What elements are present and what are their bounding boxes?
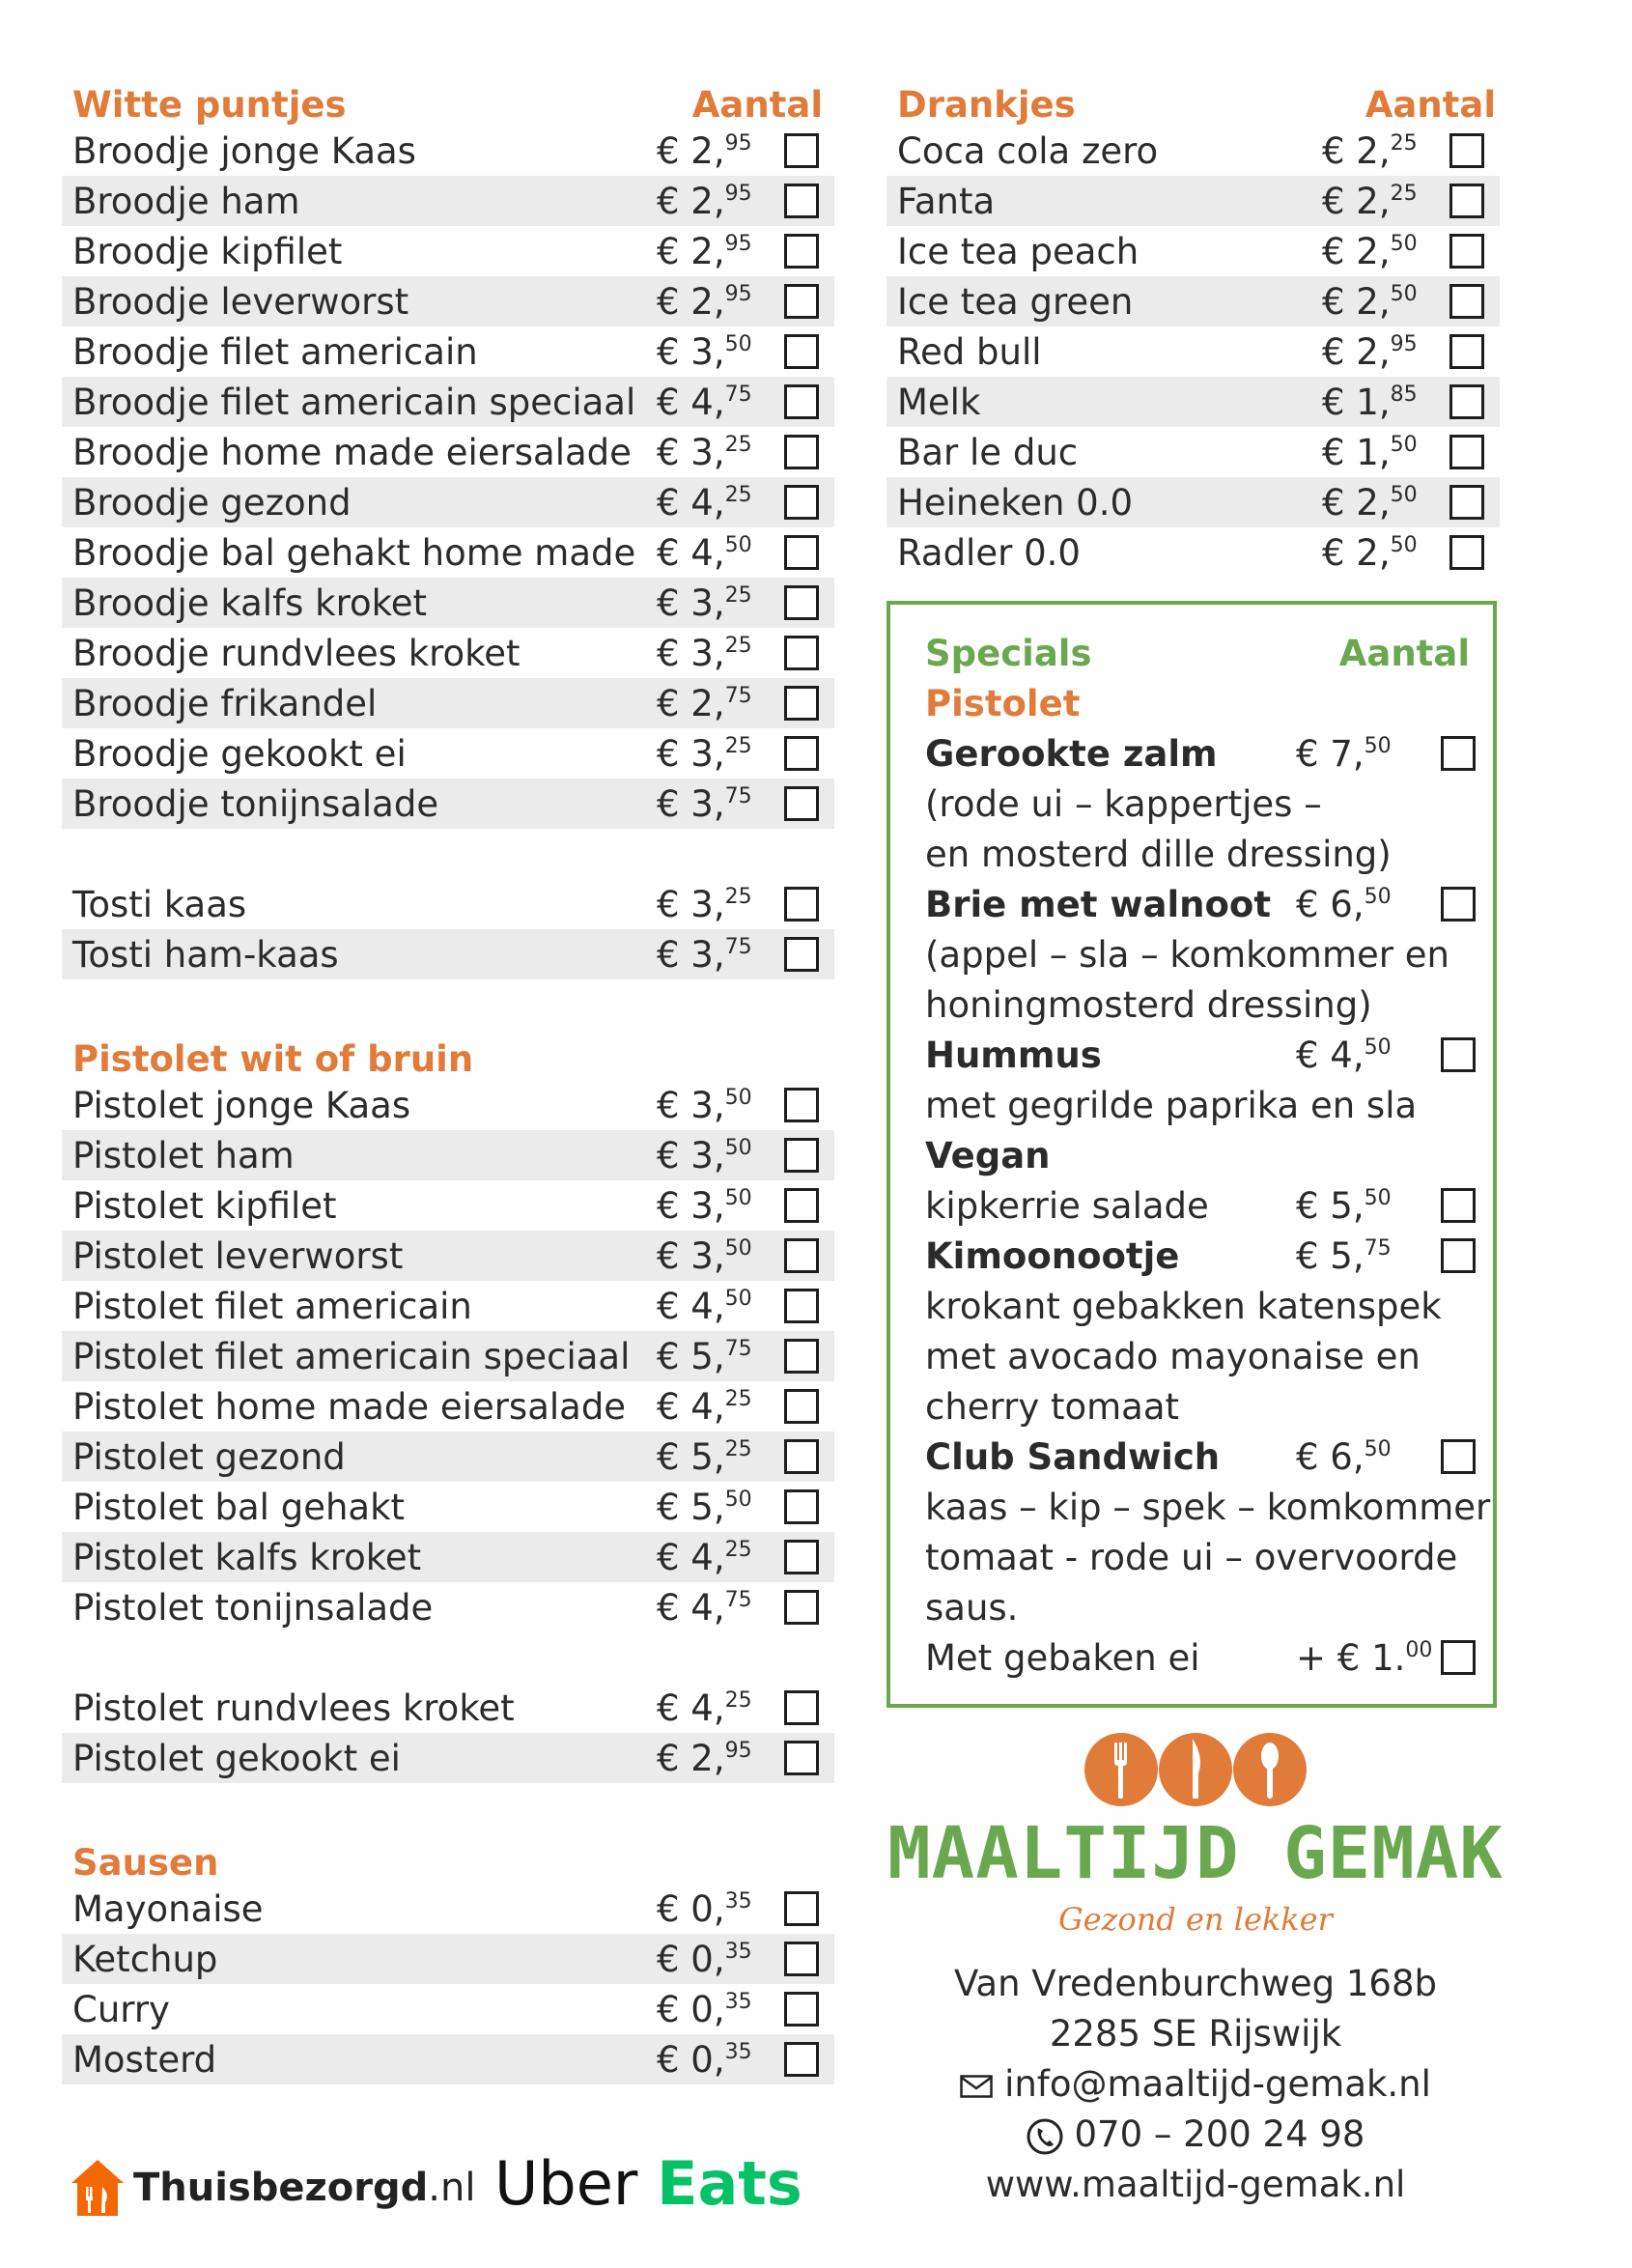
menu-item [62,126,834,176]
item-name: Pistolet leverworst [72,1234,404,1277]
item-name: Pistolet filet americain speciaal [72,1335,631,1377]
item-name: Gerookte zalm [925,732,1218,775]
menu-item [62,377,834,427]
section-title: Sausen [72,1842,219,1884]
pistolet-header [62,1030,834,1080]
item-price: € 2,25 [1322,180,1418,222]
menu-item [886,226,1500,276]
section-title: Witte puntjes [72,84,347,126]
menu-item [62,2034,834,2084]
item-name: Fanta [897,180,996,222]
quantity-checkbox[interactable] [784,686,819,721]
menu-item [62,578,834,628]
qty-label: Aantal [1365,84,1496,126]
item-description: cherry tomaat [925,1385,1180,1428]
menu-item [62,1884,834,1934]
item-name: Radler 0.0 [897,531,1081,574]
quantity-checkbox[interactable] [784,184,819,218]
quantity-checkbox[interactable] [784,1439,819,1474]
menu-item [62,1683,834,1733]
item-name: Mayonaise [72,1887,264,1930]
item-price: € 2,95 [657,230,752,272]
address-line: 2285 SE Rijswijk [1049,2013,1342,2055]
menu-item [886,276,1500,326]
quantity-checkbox[interactable] [784,1238,819,1273]
item-name: Bar le duc [897,431,1079,473]
menu-item [62,779,834,829]
item-price: € 2,75 [657,682,752,724]
thuisbezorgd-logo[interactable] [70,2158,475,2218]
item-price: € 3,50 [657,330,752,373]
menu-item [62,1582,834,1632]
item-name: Pistolet kalfs kroket [72,1536,422,1578]
item-price: € 3,25 [657,632,752,674]
quantity-checkbox[interactable] [1441,887,1476,921]
section-title: Pistolet wit of bruin [72,1038,474,1080]
quantity-checkbox[interactable] [784,1289,819,1323]
uber-eats-logo[interactable] [494,2148,802,2219]
quantity-checkbox[interactable] [1449,234,1484,269]
item-price: € 0,35 [657,1887,752,1930]
item-name: Red bull [897,330,1042,373]
menu-item [62,1934,834,1984]
item-description: met avocado mayonaise en [925,1335,1421,1377]
item-name: Pistolet jonge Kaas [72,1084,411,1126]
menu-item [62,1281,834,1331]
quantity-checkbox[interactable] [1449,435,1484,469]
menu-item [62,326,834,377]
menu-item [62,879,834,929]
brand-name: MAALTIJD GEMAK [887,1812,1504,1895]
pistolet-list [62,1080,834,1632]
special-item [925,1030,1493,1080]
item-price: € 3,75 [657,933,752,976]
menu-item [62,1381,834,1432]
item-description: honingmosterd dressing) [925,983,1372,1026]
item-name: Tosti ham-kaas [72,933,339,976]
quantity-checkbox[interactable] [784,485,819,520]
address-line: Van Vredenburchweg 168b [953,1963,1437,2004]
item-name: Pistolet home made eiersalade [72,1385,627,1428]
item-price: € 3,50 [657,1234,752,1277]
item-price: € 3,75 [657,782,752,825]
quantity-checkbox[interactable] [784,585,819,620]
item-price: + € 1.00 [1296,1636,1433,1679]
item-name: kipkerrie salade [925,1184,1209,1227]
item-price: € 4,50 [1296,1034,1392,1076]
logo-plates-icon [1084,1729,1307,1810]
quantity-checkbox[interactable] [784,133,819,168]
phone-row[interactable] [886,2110,1505,2160]
quantity-checkbox[interactable] [784,1138,819,1173]
item-price: € 1,85 [1322,381,1418,423]
item-name: Broodje gezond [72,481,352,524]
specials-box [886,601,1497,1708]
quantity-checkbox[interactable] [784,937,819,972]
menu-item [62,1532,834,1582]
email-row[interactable] [886,2059,1505,2110]
tosti-list [62,879,834,979]
item-name: Broodje bal gehakt home made [72,531,636,574]
sausen-list [62,1884,834,2084]
menu-item [62,527,834,578]
item-name: Pistolet rundvlees kroket [72,1687,515,1729]
menu-item [62,1080,834,1130]
quantity-checkbox[interactable] [1449,384,1484,419]
house-icon [70,2158,126,2218]
quantity-checkbox[interactable] [784,887,819,921]
item-description: saus. [925,1586,1019,1629]
item-price: € 3,50 [657,1084,752,1126]
item-name: Kimoonootje [925,1234,1180,1277]
item-price: € 2,95 [657,1737,752,1779]
quantity-checkbox[interactable] [1449,334,1484,369]
special-item [925,879,1493,929]
quantity-checkbox[interactable] [784,1389,819,1424]
item-description: krokant gebakken katenspek [925,1285,1442,1327]
item-price: € 3,50 [657,1184,752,1227]
special-item [925,1632,1493,1683]
item-price: € 4,25 [657,1687,752,1729]
quantity-checkbox[interactable] [1449,284,1484,319]
quantity-checkbox[interactable] [784,1891,819,1926]
item-name: Broodje gekookt ei [72,732,407,775]
quantity-checkbox[interactable] [784,1339,819,1374]
menu-item [62,427,834,477]
item-name: Brie met walnoot [925,883,1272,925]
specials-subtitle: Pistolet [925,682,1081,724]
item-description: (rode ui – kappertjes – [925,782,1322,825]
menu-item [62,1331,834,1381]
brand-block [886,1729,1505,2210]
item-price: € 4,50 [657,1285,752,1327]
qty-label: Aantal [691,84,823,126]
item-price: € 5,75 [1296,1234,1392,1277]
special-item [925,1231,1493,1281]
item-name: Pistolet gekookt ei [72,1737,401,1779]
item-name: Broodje filet americain [72,330,478,373]
item-name: Ice tea peach [897,230,1140,272]
menu-item [62,276,834,326]
specials-title: Specials [925,632,1092,674]
item-price: € 1,50 [1322,431,1418,473]
menu-item [886,126,1500,176]
quantity-checkbox[interactable] [784,786,819,821]
quantity-checkbox[interactable] [1449,485,1484,520]
item-price: € 2,50 [1322,230,1418,272]
menu-item [62,929,834,979]
menu-item [62,1984,834,2034]
menu-item [62,1482,834,1532]
item-price: € 2,95 [1322,330,1418,373]
specials-header [925,628,1493,678]
item-name: Heineken 0.0 [897,481,1134,524]
phone-icon [1027,2118,1063,2155]
item-name: Pistolet filet americain [72,1285,472,1327]
item-price: € 0,35 [657,2038,752,2081]
item-name: Coca cola zero [897,129,1159,172]
item-name: Broodje tonijnsalade [72,782,439,825]
quantity-checkbox[interactable] [1441,1188,1476,1223]
drankjes-list [886,126,1500,578]
item-price: € 3,50 [657,1134,752,1177]
item-name: Broodje kipfilet [72,230,343,272]
item-price: € 0,35 [657,1988,752,2030]
item-description: (appel – sla – komkommer en [925,933,1449,976]
item-name: Broodje rundvlees kroket [72,632,521,674]
item-price: € 4,25 [657,1385,752,1428]
quantity-checkbox[interactable] [1449,184,1484,218]
item-price: € 2,25 [1322,129,1418,172]
item-price: € 5,50 [657,1486,752,1528]
item-name: Broodje frikandel [72,682,378,724]
item-price: € 4,25 [657,1536,752,1578]
item-name: Hummus [925,1034,1102,1076]
menu-item [886,176,1500,226]
item-name: Broodje filet americain speciaal [72,381,636,423]
item-name: Curry [72,1988,170,2030]
item-price: € 5,25 [657,1435,752,1478]
item-name: Broodje home made eiersalade [72,431,632,473]
quantity-checkbox[interactable] [784,234,819,269]
quantity-checkbox[interactable] [1449,535,1484,570]
quantity-checkbox[interactable] [784,435,819,469]
menu-item [62,1733,834,1783]
item-price: € 6,50 [1296,1435,1392,1478]
eats-wordmark: Eats [657,2148,802,2219]
item-price: € 4,75 [657,1586,752,1629]
mail-icon [960,2075,993,2098]
item-price: € 2,50 [1322,531,1418,574]
item-name: Pistolet gezond [72,1435,346,1478]
quantity-checkbox[interactable] [784,1088,819,1122]
item-price: € 3,25 [657,883,752,925]
menu-item [886,377,1500,427]
email-text: info@maaltijd-gemak.nl [1004,2063,1431,2105]
quantity-checkbox[interactable] [784,636,819,670]
quantity-checkbox[interactable] [784,1690,819,1725]
quantity-checkbox[interactable] [1449,133,1484,168]
item-name: Pistolet ham [72,1134,295,1177]
item-name: Met gebaken ei [925,1636,1200,1679]
quantity-checkbox[interactable] [784,736,819,771]
item-price: € 0,35 [657,1938,752,1980]
item-price: € 5,50 [1296,1184,1392,1227]
item-price: € 2,95 [657,180,752,222]
item-description: kaas – kip – spek – komkommer [925,1486,1491,1528]
right-column [886,75,1500,578]
quantity-checkbox[interactable] [784,1188,819,1223]
item-name: Ice tea green [897,280,1134,323]
item-price: € 2,95 [657,129,752,172]
quantity-checkbox[interactable] [784,284,819,319]
item-price: € 3,25 [657,732,752,775]
brand-tagline: Gezond en lekker [1058,1901,1333,1938]
menu-item [886,427,1500,477]
item-name: Broodje jonge Kaas [72,129,416,172]
quantity-checkbox[interactable] [1441,1439,1476,1474]
quantity-checkbox[interactable] [784,1489,819,1524]
item-description: met gegrilde paprika en sla [925,1084,1418,1126]
website-link[interactable]: www.maaltijd-gemak.nl [985,2164,1406,2205]
item-name: Broodje ham [72,180,300,222]
item-name: Melk [897,381,981,423]
item-price: € 2,50 [1322,280,1418,323]
quantity-checkbox[interactable] [1441,736,1476,771]
special-item [925,1432,1493,1482]
quantity-checkbox[interactable] [784,1590,819,1625]
witte-puntjes-list [62,126,834,829]
quantity-checkbox[interactable] [784,334,819,369]
menu-item [62,678,834,728]
quantity-checkbox[interactable] [1441,1640,1476,1675]
menu-item [62,1231,834,1281]
special-item [925,1180,1493,1231]
vegan-title: Vegan [925,1134,1051,1177]
item-price: € 6,50 [1296,883,1392,925]
menu-item [62,226,834,276]
partner-logos [70,2148,842,2229]
item-price: € 7,50 [1296,732,1392,775]
menu-item [62,628,834,678]
item-price: € 4,25 [657,481,752,524]
menu-item [62,477,834,527]
quantity-checkbox[interactable] [1441,1238,1476,1273]
quantity-checkbox[interactable] [784,1741,819,1775]
witte-puntjes-header [62,75,834,126]
quantity-checkbox[interactable] [784,535,819,570]
item-price: € 3,25 [657,581,752,624]
item-name: Pistolet bal gehakt [72,1486,406,1528]
phone-text: 070 – 200 24 98 [1074,2113,1365,2155]
item-name: Club Sandwich [925,1435,1221,1478]
menu-item [62,1130,834,1180]
item-price: € 3,25 [657,431,752,473]
item-description: en mosterd dille dressing) [925,833,1392,875]
sausen-header [62,1833,834,1884]
thuisbezorgd-wordmark: Thuisbezorgd.nl [133,2166,476,2210]
item-name: Pistolet tonijnsalade [72,1586,434,1629]
menu-item [62,176,834,226]
quantity-checkbox[interactable] [1441,1037,1476,1072]
item-price: € 5,75 [657,1335,752,1377]
quantity-checkbox[interactable] [784,1992,819,2027]
item-price: € 2,95 [657,280,752,323]
quantity-checkbox[interactable] [784,2042,819,2077]
item-name: Broodje kalfs kroket [72,581,427,624]
item-name: Mosterd [72,2038,217,2081]
menu-item [62,1432,834,1482]
item-description: tomaat - rode ui – overvoorde [925,1536,1458,1578]
item-name: Tosti kaas [72,883,247,925]
left-column [62,75,834,2084]
menu-item [62,728,834,779]
item-price: € 4,75 [657,381,752,423]
item-name: Pistolet kipfilet [72,1184,337,1227]
menu-item [62,1180,834,1231]
item-name: Broodje leverworst [72,280,409,323]
section-title: Drankjes [897,84,1076,126]
qty-label: Aantal [1338,632,1470,674]
menu-item [886,527,1500,578]
menu-item [886,326,1500,377]
quantity-checkbox[interactable] [784,1942,819,1976]
item-name: Ketchup [72,1938,218,1980]
menu-item [886,477,1500,527]
item-price: € 4,50 [657,531,752,574]
quantity-checkbox[interactable] [784,384,819,419]
special-item [925,728,1493,779]
pistolet-extra-list [62,1683,834,1783]
quantity-checkbox[interactable] [784,1540,819,1574]
item-price: € 2,50 [1322,481,1418,524]
uber-wordmark: Uber [494,2148,638,2219]
drankjes-header [886,75,1500,126]
